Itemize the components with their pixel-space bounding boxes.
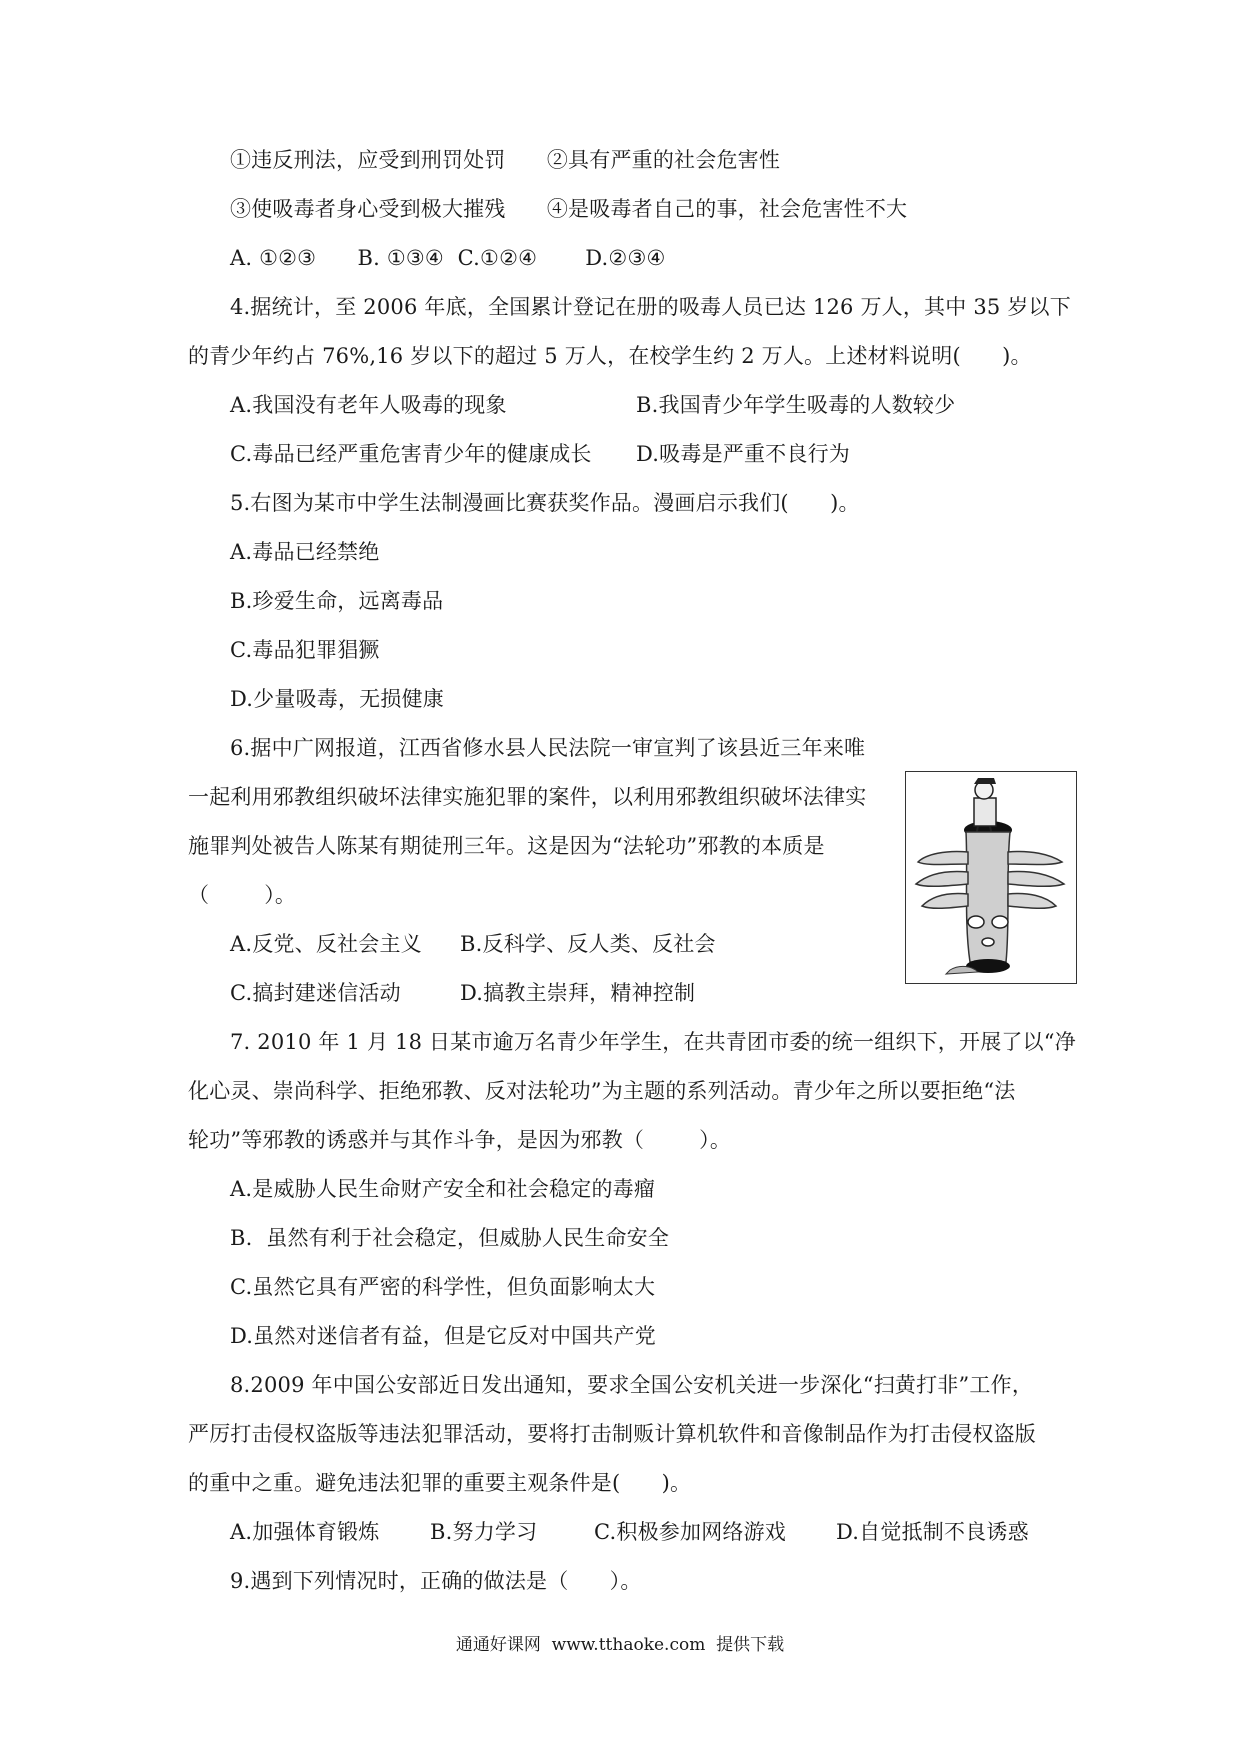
page-footer: 通通好课网 www.tthaoke.com 提供下载 [455, 1635, 785, 1655]
text-line: B. 虽然有利于社会稳定，但威胁人民生命安全 [230, 1226, 670, 1250]
text-line: 8.2009 年中国公安部近日发出通知，要求全国公安机关进一步深化“扫黄打非”工作， [230, 1373, 1034, 1397]
text-line: A.我国没有老年人吸毒的现象 [230, 393, 507, 417]
text-line: ③使吸毒者身心受到极大摧残 ④是吸毒者自己的事，社会危害性不大 [230, 197, 908, 221]
text-line: 6.据中广网报道，江西省修水县人民法院一审宣判了该县近三年来唯 [230, 736, 866, 760]
text-line: B.我国青少年学生吸毒的人数较少 [636, 393, 956, 417]
text-line: A.毒品已经禁绝 [230, 540, 380, 564]
text-line: A.加强体育锻炼 [230, 1520, 380, 1544]
text-line: C.毒品已经严重危害青少年的健康成长 [230, 442, 592, 466]
text-line: D.搞教主崇拜，精神控制 [460, 981, 696, 1005]
text-line: A. ①②③ B. ①③④ C.①②④ D.②③④ [230, 246, 666, 270]
text-line: 化心灵、崇尚科学、拒绝邪教、反对法轮功”为主题的系列活动。青少年之所以要拒绝“法 [188, 1079, 1016, 1103]
text-line: C.积极参加网络游戏 [594, 1520, 786, 1544]
text-line: B.珍爱生命，远离毒品 [230, 589, 444, 613]
cartoon-illustration [905, 771, 1077, 984]
text-line: 5.右图为某市中学生法制漫画比赛获奖作品。漫画启示我们( )。 [230, 491, 860, 515]
text-line: B.反科学、反人类、反社会 [460, 932, 716, 956]
text-line: C.毒品犯罪猖獗 [230, 638, 380, 662]
text-line: C.搞封建迷信活动 [230, 981, 401, 1005]
text-line: 轮功”等邪教的诱惑并与其作斗争，是因为邪教（ ）。 [188, 1128, 732, 1152]
text-line: ①违反刑法，应受到刑罚处罚 ②具有严重的社会危害性 [230, 148, 781, 172]
text-line: D.吸毒是严重不良行为 [636, 442, 850, 466]
text-line: A.反党、反社会主义 [230, 932, 422, 956]
text-line: 的青少年约占 76%,16 岁以下的超过 5 万人，在校学生约 2 万人。上述材料说明( )。 [188, 344, 1032, 368]
text-line: 一起利用邪教组织破坏法律实施犯罪的案件，以利用邪教组织破坏法律实 [188, 785, 867, 809]
text-line: 施罪判处被告人陈某有期徒刑三年。这是因为“法轮功”邪教的本质是 [188, 834, 825, 858]
text-line: 的重中之重。避免违法犯罪的重要主观条件是( )。 [188, 1471, 692, 1495]
text-line: B.努力学习 [430, 1520, 538, 1544]
text-line: C.虽然它具有严密的科学性，但负面影响太大 [230, 1275, 656, 1299]
cartoon-drawing [906, 772, 1076, 983]
text-line: D.少量吸毒，无损健康 [230, 687, 444, 711]
text-line: 9.遇到下列情况时，正确的做法是（ ）。 [230, 1569, 642, 1593]
text-line: D.自觉抵制不良诱惑 [836, 1520, 1029, 1544]
text-line: （ ）。 [188, 883, 297, 907]
text-line: D.虽然对迷信者有益，但是它反对中国共产党 [230, 1324, 656, 1348]
text-line: 7. 2010 年 1 月 18 日某市逾万名青少年学生，在共青团市委的统一组织下，开展了以“净 [230, 1030, 1076, 1054]
text-line: 严厉打击侵权盗版等违法犯罪活动，要将打击制贩计算机软件和音像制品作为打击侵权盗版 [188, 1422, 1036, 1446]
text-line: 4.据统计，至 2006 年底，全国累计登记在册的吸毒人员已达 126 万人，其中 35 岁以下 [230, 295, 1071, 319]
text-line: A.是威胁人民生命财产安全和社会稳定的毒瘤 [230, 1177, 656, 1201]
